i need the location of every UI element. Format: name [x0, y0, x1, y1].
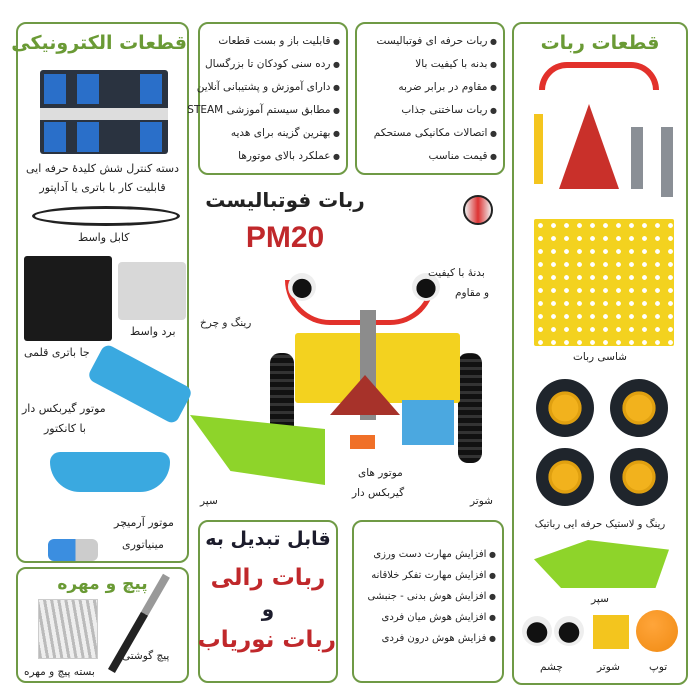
eye-icon [522, 616, 552, 646]
armature-label: موتور آرمیچر [114, 516, 174, 529]
electronics-title: قطعات الکترونیکی [11, 32, 187, 54]
strip-part-image [534, 114, 543, 184]
skill-item: ● افزایش هوش میان فردی [354, 607, 496, 628]
callout-shield: سپر [200, 495, 218, 507]
shield-image [534, 540, 669, 588]
bracket-part-image-2 [661, 127, 673, 197]
skills-panel [352, 520, 504, 683]
feature-item: ● دارای آموزش و پشتیبانی آنلاین [200, 76, 340, 99]
ball-image [636, 610, 678, 652]
power-label: قابلیت کار با باتری یا آداپتور [39, 181, 166, 194]
features-right-panel [355, 22, 505, 175]
robot-image [190, 265, 510, 510]
convertible-title: قابل تبدیل به [205, 528, 331, 550]
wheel-icon [536, 448, 594, 506]
battery-label: جا باتری قلمی [24, 346, 90, 359]
arc-part-image [539, 62, 659, 90]
bolts-title: پیچ و مهره [57, 574, 148, 594]
gear-motor-label-2: با کانکتور [44, 422, 86, 435]
convertible-and: و [261, 597, 275, 621]
gear-motor-label: موتور گیربکس دار [22, 402, 106, 415]
cable-label: کابل واسط [78, 231, 130, 244]
convertible-option-2: ربات نوریاب [197, 627, 336, 653]
feature-item: ● بهترین گزینه برای هدیه [200, 122, 340, 145]
feature-item: ● قابلیت باز و بست قطعات [200, 30, 340, 53]
robot-parts-title: قطعات ربات [540, 32, 660, 54]
ball-label: توپ [649, 661, 668, 673]
feature-item: ● اتصالات مکانیکی مستحکم [357, 122, 497, 145]
feature-item: ● مطابق سیستم آموزشی STEAM [200, 99, 340, 122]
features-left-list [187, 24, 346, 168]
control-board-image [40, 70, 168, 154]
callout-motors-2: گیربکس دار [352, 487, 405, 499]
features-right-list [357, 24, 503, 168]
screwdriver-label: پیچ گوشتی [122, 650, 170, 662]
feature-item: ● ربات حرفه ای فوتبالیست [357, 30, 497, 53]
skills-list [354, 522, 502, 649]
callout-body-2: و مقاوم [455, 287, 490, 299]
chassis-image [534, 219, 674, 346]
skill-item: ● فزایش هوش درون فردی [354, 628, 496, 649]
callout-motors: موتور های [358, 467, 403, 479]
interface-board-image [118, 262, 186, 320]
callout-body: بدنهٔ با کیفیت [428, 267, 485, 279]
callout-shooter: شوتر [470, 495, 493, 507]
features-left-panel [187, 22, 348, 175]
feature-item: ● رده سنی کودکان تا بزرگسال [200, 53, 340, 76]
feature-item: ● مقاوم در برابر ضربه [357, 76, 497, 99]
eye-icon [554, 616, 584, 646]
cable-image [32, 206, 180, 226]
board-label: برد واسط [130, 325, 176, 338]
triangle-part-image [559, 104, 619, 189]
armature-motor-image [48, 539, 98, 561]
shooter-image [593, 615, 629, 649]
convertible-panel [198, 520, 338, 683]
feature-item: ● قیمت مناسب [357, 145, 497, 168]
battery-holder-image [24, 256, 112, 341]
skill-item: ● افزایش مهارت دست ورزی [354, 544, 496, 565]
electronics-panel [11, 22, 189, 563]
gear-motor-image-2 [50, 452, 170, 492]
callout-wheel: رینگ و چرخ [200, 317, 252, 329]
bolts-bag-image [38, 599, 98, 659]
skill-item: ● افزایش مهارت تفکر خلاقانه [354, 565, 496, 586]
feature-item: ● ربات ساختنی جذاب [357, 99, 497, 122]
bolts-panel [16, 567, 189, 683]
feature-item: ● بدنه با کیفیت بالا [357, 53, 497, 76]
bracket-part-image [631, 127, 643, 189]
chassis-label: شاسی ربات [573, 351, 627, 363]
convertible-option-1: ربات رالی [210, 565, 326, 591]
skill-item: ● افزایش هوش بدنی - جنبشی [354, 586, 496, 607]
wheels-label: رینگ و لاستیک حرفه ایی رباتیک [534, 519, 666, 530]
armature-label-2: مینیاتوری [122, 538, 164, 551]
eye-label: چشم [540, 661, 563, 673]
product-title: ربات فوتبالیست [205, 188, 365, 212]
shield-label: سپر [591, 593, 609, 605]
shooter-label: شوتر [597, 661, 620, 673]
product-model: PM20 [245, 221, 325, 254]
robot-parts-panel [512, 22, 688, 685]
wheel-icon [610, 379, 668, 437]
wheel-icon [536, 379, 594, 437]
feature-item: ● عملکرد بالای موتورها [200, 145, 340, 168]
brand-logo [463, 195, 493, 225]
control-label: دسته کنترل شش کلیدهٔ حرفه ایی [25, 162, 180, 175]
bolts-pack-label: بسته پیچ و مهره [24, 666, 95, 678]
wheel-icon [610, 448, 668, 506]
